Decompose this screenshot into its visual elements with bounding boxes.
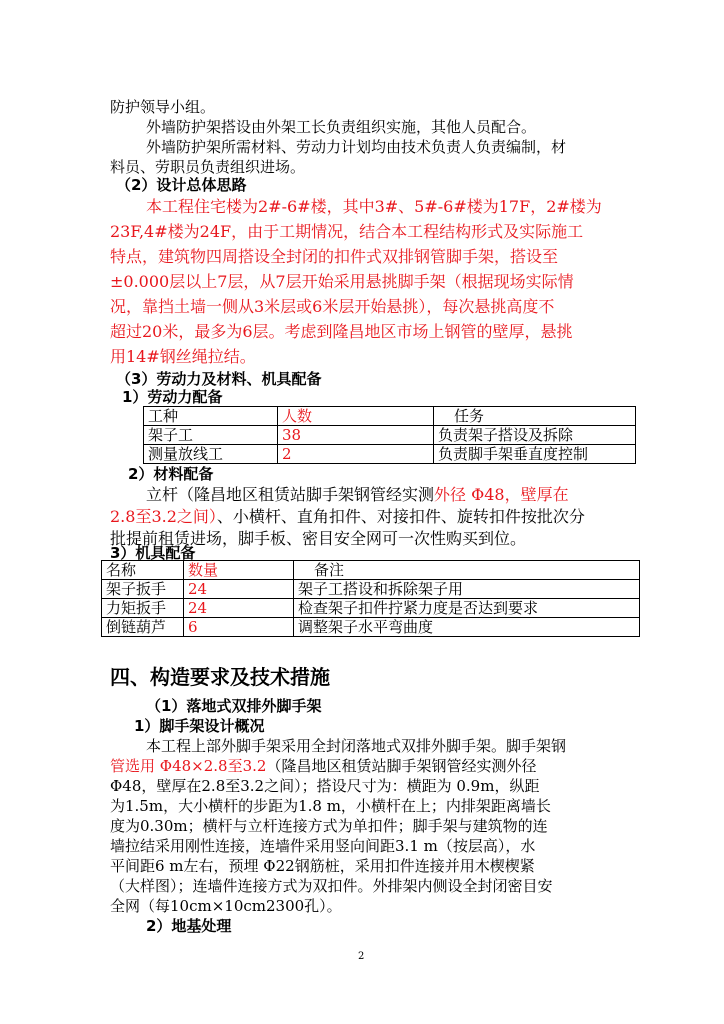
material-text: 批提前租赁进场，脚手板、密目安全网可一次性购买到位。	[110, 529, 527, 548]
design-text: 况，靠挡土墙一侧从3米层或6米层开始悬挑），每次悬挑高度不	[110, 297, 555, 316]
section-heading: （3）劳动力及材料、机具配备	[116, 370, 322, 388]
design-text: 用14#钢丝绳拉结。	[110, 347, 256, 366]
table-cell: 2	[278, 445, 434, 464]
table-cell: 备注	[294, 561, 640, 580]
subsection-heading: 2）材料配备	[128, 465, 214, 483]
para-text: 外墙防护架搭设由外架工长负责组织实施，其他人员配合。	[146, 118, 537, 136]
table-cell: 24	[184, 599, 294, 618]
design-text: 23F,4#楼为24F，由于工期情况，结合本工程结构形式及实际施工	[110, 222, 584, 241]
text-span: 、小横杆、直角扣件、对接扣件、旋转扣件按批次分	[216, 507, 585, 526]
table-cell: 人数	[278, 407, 434, 426]
subsection-heading: 2）地基处理	[146, 917, 232, 935]
table-cell: 架子工	[144, 426, 278, 445]
para-text: 防护领导小组。	[110, 98, 216, 116]
table-cell: 名称	[102, 561, 184, 580]
body-text: （大样图）；连墙件连接方式为双扣件。外排架内侧设全封闭密目安	[110, 877, 553, 895]
table-cell: 架子工搭设和拆除架子用	[294, 580, 640, 599]
table-cell: 24	[184, 580, 294, 599]
text-span: 2.8至3.2之间）	[110, 507, 217, 526]
table-row	[144, 445, 636, 464]
para-text: 外墙防护架所需材料、劳动力计划均由技术负责人负责编制，材	[146, 138, 567, 156]
table-cell: 检查架子扣件拧紧力度是否达到要求	[294, 599, 640, 618]
table-cell: 工种	[144, 407, 278, 426]
table-cell: 架子扳手	[102, 580, 184, 599]
table-cell: 调整架子水平弯曲度	[294, 618, 640, 637]
material-text	[110, 506, 585, 528]
body-text: 平间距6 m左右，预埋 Φ22钢筋桩，采用扣件连接并用木楔楔紧	[110, 857, 535, 875]
para-text: 料员、劳职员负责组织进场。	[110, 158, 306, 176]
body-text	[110, 756, 536, 776]
subsection-heading: 1）劳动力配备	[122, 388, 223, 406]
material-text	[146, 484, 569, 506]
table-cell: 倒链葫芦	[102, 618, 184, 637]
body-text: 全网（每10cm×10cm2300孔）。	[110, 897, 342, 915]
table-cell: 38	[278, 426, 434, 445]
table-cell: 力矩扳手	[102, 599, 184, 618]
subsection-heading: 3）机具配备	[110, 544, 196, 562]
text-span: 外径 Φ48，壁厚在	[434, 485, 569, 504]
body-text: Φ48，壁厚在2.8至3.2之间）；搭设尺寸为：横距为 0.9m，纵距	[110, 777, 540, 795]
design-text: 超过20米，最多为6层。考虑到隆昌地区市场上钢管的壁厚，悬挑	[110, 322, 573, 341]
table-cell: 任务	[434, 407, 636, 426]
body-text: 本工程上部外脚手架采用全封闭落地式双排外脚手架。脚手架钢	[146, 737, 567, 755]
section-heading: （2）设计总体思路	[116, 176, 247, 194]
chapter-title: 四、构造要求及技术措施	[110, 665, 330, 689]
design-text: 特点，建筑物四周搭设全封闭的扣件式双排钢管脚手架，搭设至	[110, 247, 559, 266]
table-header-row	[144, 407, 636, 426]
body-text: 为1.5m，大小横杆的步距为1.8 m，小横杆在上；内排架距离墙长	[110, 797, 551, 815]
design-text: 本工程住宅楼为2#-6#楼，其中3#、5#-6#楼为17F，2#楼为	[146, 197, 602, 216]
table-row	[102, 599, 640, 618]
labor-table	[143, 406, 636, 464]
subsection-heading: 1）脚手架设计概况	[134, 717, 265, 735]
table-cell: 测量放线工	[144, 445, 278, 464]
table-header-row	[102, 561, 640, 580]
body-text: 墙拉结采用刚性连接，连墙件采用竖向间距3.1 m（按层高），水	[110, 837, 536, 855]
text-span: （隆昌地区租赁站脚手架钢管经实测外径	[266, 757, 537, 775]
page-number: 2	[358, 951, 365, 962]
table-cell: 6	[184, 618, 294, 637]
text-span: 管选用 Φ48×2.8至3.2	[110, 757, 267, 775]
table-cell: 负责脚手架垂直度控制	[434, 445, 636, 464]
table-cell: 负责架子搭设及拆除	[434, 426, 636, 445]
table-row	[102, 580, 640, 599]
section-heading: （1）落地式双排外脚手架	[146, 697, 322, 715]
tools-table	[101, 560, 640, 637]
table-row	[102, 618, 640, 637]
design-text: ±0.000层以上7层，从7层开始采用悬挑脚手架（根据现场实际情	[110, 272, 574, 291]
body-text: 度为0.30m；横杆与立杆连接方式为单扣件；脚手架与建筑物的连	[110, 817, 548, 835]
table-cell: 数量	[184, 561, 294, 580]
text-span: 立杆（隆昌地区租赁站脚手架钢管经实测	[146, 485, 435, 504]
table-row	[144, 426, 636, 445]
